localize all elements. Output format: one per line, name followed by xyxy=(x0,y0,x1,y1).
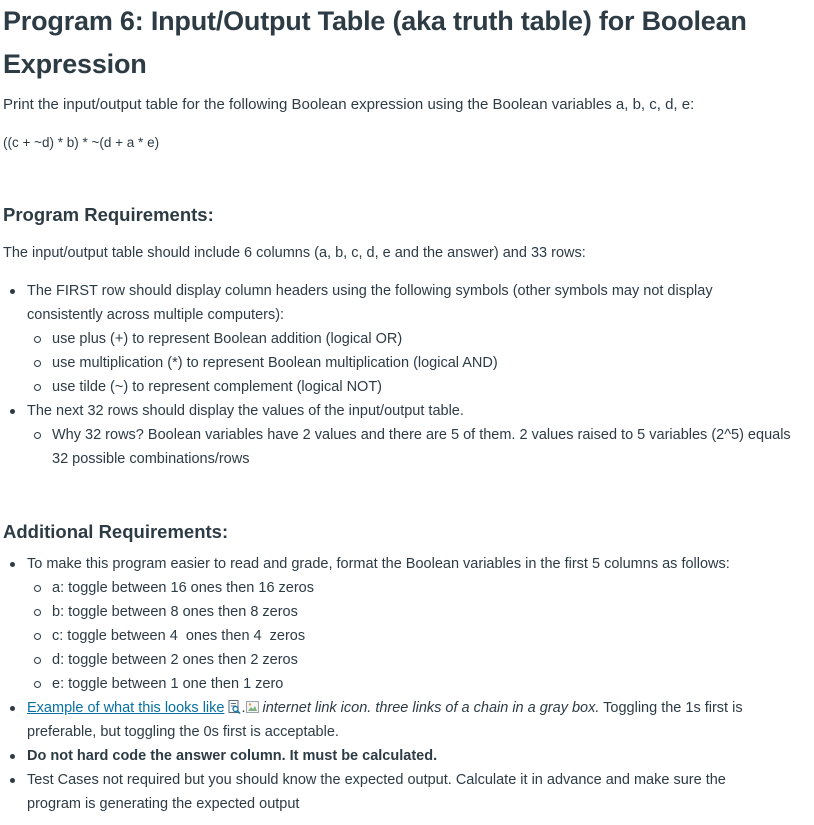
list-item xyxy=(3,279,814,399)
list-item xyxy=(3,768,814,816)
example-note: Toggling the 1s first is xyxy=(599,700,743,716)
program-requirements-heading: Program Requirements: xyxy=(3,204,214,225)
program-requirements-list xyxy=(3,279,814,471)
boolean-expression: ((c + ~d) * b) * ~(d + a * e) xyxy=(3,135,160,150)
no-hardcode-note: Do not hard code the answer column. It must be calculated. xyxy=(27,748,438,764)
example-link[interactable]: Example of what this looks like xyxy=(27,700,225,716)
sub-list-item: use tilde (~) to represent complement (logical NOT) xyxy=(27,375,814,399)
sub-list-item-text: 32 possible combinations/rows xyxy=(52,451,250,467)
list-item-text: The next 32 rows should display the values of the input/output table. xyxy=(27,403,464,419)
sub-list-item: a: toggle between 16 ones then 16 zeros xyxy=(27,576,814,600)
list-item xyxy=(3,744,814,768)
list-item xyxy=(3,399,814,471)
broken-image-icon xyxy=(245,698,261,712)
sub-list-item: d: toggle between 2 ones then 2 zeros xyxy=(27,648,814,672)
sub-list-item: e: toggle between 1 one then 1 zero xyxy=(27,672,814,696)
example-note-continued: preferable, but toggling the 0s first is acceptable. xyxy=(27,724,339,740)
example-line: Example of what this looks like . internet link icon. three links of a chain in a gray box. Toggling the 1s first is xyxy=(27,700,743,716)
toggle-sublist xyxy=(27,576,814,696)
rows-sublist xyxy=(27,423,814,471)
image-alt-text: internet link icon. three links of a chain in a gray box. xyxy=(262,700,600,716)
list-item-text: consistently across multiple computers): xyxy=(27,307,285,323)
sub-list-item: c: toggle between 4 ones then 4 zeros xyxy=(27,624,814,648)
symbols-sublist xyxy=(27,327,814,399)
list-item xyxy=(3,696,814,744)
sub-list-item-text: Why 32 rows? Boolean variables have 2 values and there are 5 of them. 2 values raised to 5 variables (2^5) equals xyxy=(52,427,791,443)
sub-list-item: use multiplication (*) to represent Boolean multiplication (logical AND) xyxy=(27,351,814,375)
sub-list-item: b: toggle between 8 ones then 8 zeros xyxy=(27,600,814,624)
list-item-text: The FIRST row should display column headers using the following symbols (other symbols may not display xyxy=(27,283,713,299)
document-preview-icon[interactable] xyxy=(228,698,241,712)
intro-text: Print the input/output table for the following Boolean expression using the Boolean variables a, b, c, d, e: xyxy=(3,96,695,113)
page-title: Program 6: Input/Output Table (aka truth table) for Boolean Expression xyxy=(3,6,747,79)
test-cases-note-continued: program is generating the expected output xyxy=(27,796,300,812)
list-item xyxy=(3,552,814,696)
table-summary: The input/output table should include 6 columns (a, b, c, d, e and the answer) and 33 rows: xyxy=(3,245,586,261)
sub-list-item xyxy=(27,423,814,471)
list-item-text: To make this program easier to read and grade, format the Boolean variables in the first 5 columns as follows: xyxy=(27,556,730,572)
additional-requirements-heading: Additional Requirements: xyxy=(3,521,229,542)
sub-list-item: use plus (+) to represent Boolean addition (logical OR) xyxy=(27,327,814,351)
test-cases-note: Test Cases not required but you should know the expected output. Calculate it in advance and make sure the xyxy=(27,772,726,788)
additional-requirements-list xyxy=(3,552,814,816)
